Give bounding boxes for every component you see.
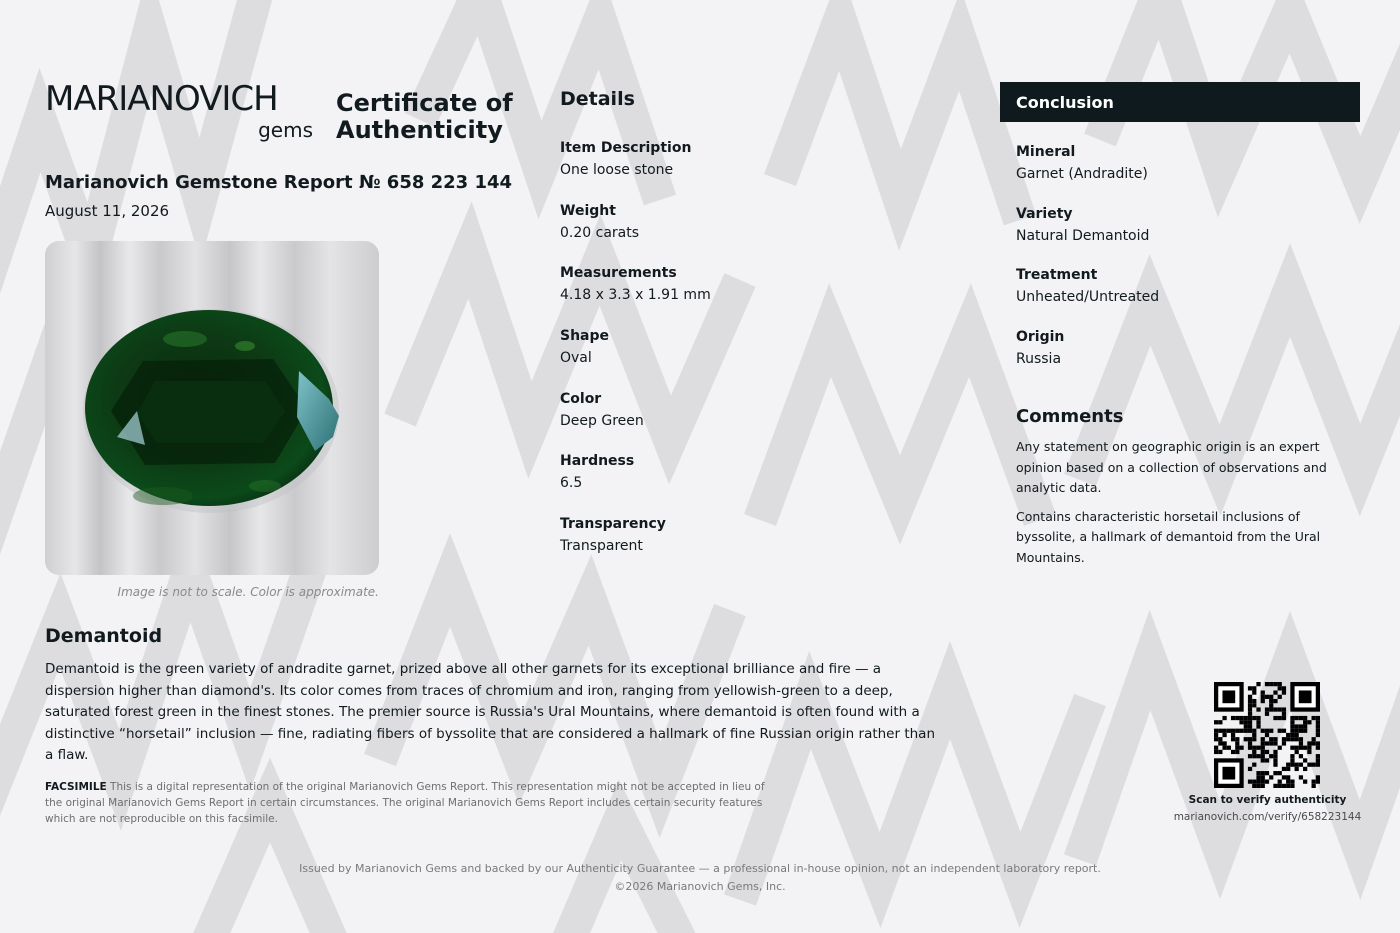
conclusion-value: Garnet (Andradite) xyxy=(1016,166,1148,182)
detail-transparency xyxy=(560,514,860,577)
detail-measurements xyxy=(560,263,860,326)
conclusion-value: Natural Demantoid xyxy=(1016,227,1150,244)
detail-weight xyxy=(560,201,860,264)
detail-item-description xyxy=(560,138,860,201)
detail-value: Deep Green xyxy=(560,412,644,429)
facsimile-text: This is a digital representation of the original Marianovich Gems Report. This representation might not be accepted in lieu of the original Marianovich Gems Report in certain circumstances. The original Marianovich Gems Report includes certain security features which are not reproducible on this facsimile. xyxy=(45,781,765,825)
detail-label: Item Description xyxy=(560,140,692,156)
detail-value: Oval xyxy=(560,350,592,367)
comment-item: Contains characteristic horsetail inclusions of byssolite, a hallmark of demantoid from the Ural Mountains. xyxy=(1016,508,1321,565)
detail-value: Transparent xyxy=(560,538,643,555)
facsimile-label: FACSIMILE xyxy=(45,781,107,793)
detail-shape xyxy=(560,326,860,389)
certificate-title-line2: Authenticity xyxy=(336,116,503,144)
footer-guarantee-text: Issued by Marianovich Gems and backed by our Authenticity Guarantee — a professional in-house opinion, not an independent laboratory report. xyxy=(299,862,1101,875)
detail-value: 4.18 x 3.3 x 1.91 mm xyxy=(560,287,711,304)
conclusion-treatment xyxy=(1016,265,1346,327)
detail-hardness xyxy=(560,451,860,514)
verify-url-link[interactable]: marianovich.com/verify/658223144 xyxy=(1173,811,1362,823)
certificate-title-line1: Certificate of xyxy=(336,89,513,117)
detail-value: 0.20 carats xyxy=(560,224,640,241)
conclusion-mineral xyxy=(1016,142,1346,204)
facsimile-disclaimer xyxy=(45,779,785,827)
detail-color xyxy=(560,389,860,452)
qr-code-icon[interactable] xyxy=(1214,682,1320,788)
gem-variety-heading: Demantoid xyxy=(45,625,163,647)
conclusion-value: Unheated/Untreated xyxy=(1016,289,1160,305)
conclusion-value: Russia xyxy=(1016,350,1062,367)
detail-label: Weight xyxy=(560,202,616,219)
detail-label: Hardness xyxy=(560,453,635,470)
gemstone-photo xyxy=(45,241,379,575)
conclusion-list xyxy=(1016,142,1346,388)
detail-label: Shape xyxy=(560,328,610,345)
comment-item: Any statement on geographic origin is an expert opinion based on a collection of observations and analytic data. xyxy=(1016,439,1327,495)
report-title: Marianovich Gemstone Report № 658 223 144 xyxy=(45,172,513,193)
conclusion-label: Treatment xyxy=(1016,267,1098,283)
details-list xyxy=(560,138,860,577)
gem-variety-description: Demantoid is the green variety of andradite garnet, prized above all other garnets for its exceptional brilliance and fire — a dispersion higher than diamond's. Its color comes from traces of chromium and iron, ranging from yellowish-green to a deep, saturated forest green in the finest stones. The premier source is Russia's Ural Mountains, where demantoid is often found with a distinctive “horsetail” inclusion — fine, radiating fibers of byssolite that are considered a hallmark of fine Russian origin rather than a flaw. xyxy=(45,661,936,763)
conclusion-variety xyxy=(1016,204,1346,266)
conclusion-label: Variety xyxy=(1016,205,1073,222)
comments-list xyxy=(1016,437,1356,576)
details-heading: Details xyxy=(560,88,635,110)
detail-label: Transparency xyxy=(560,516,666,533)
report-date: August 11, 2026 xyxy=(45,202,170,220)
gemstone-illustration xyxy=(45,241,379,575)
conclusion-label: Origin xyxy=(1016,328,1065,345)
detail-label: Measurements xyxy=(560,265,677,282)
conclusion-origin xyxy=(1016,327,1346,389)
brand-logo xyxy=(45,79,315,148)
footer-copyright: ©2026 Marianovich Gems, Inc. xyxy=(614,880,786,893)
footer xyxy=(0,860,1400,896)
conclusion-label: Mineral xyxy=(1016,144,1076,160)
certificate-title xyxy=(336,90,536,144)
image-caption: Image is not to scale. Color is approximate. xyxy=(117,585,379,599)
brand-logo-subtitle: gems xyxy=(258,118,313,142)
comments-heading: Comments xyxy=(1016,406,1124,427)
conclusion-heading: Conclusion xyxy=(1016,93,1114,112)
conclusion-header-bar xyxy=(1000,82,1360,122)
detail-label: Color xyxy=(560,390,602,407)
brand-logo-wordmark: MARIANOVICH xyxy=(45,79,278,119)
detail-value: 6.5 xyxy=(560,475,583,492)
verify-label: Scan to verify authenticity xyxy=(1188,794,1347,806)
detail-value: One loose stone xyxy=(560,162,674,178)
